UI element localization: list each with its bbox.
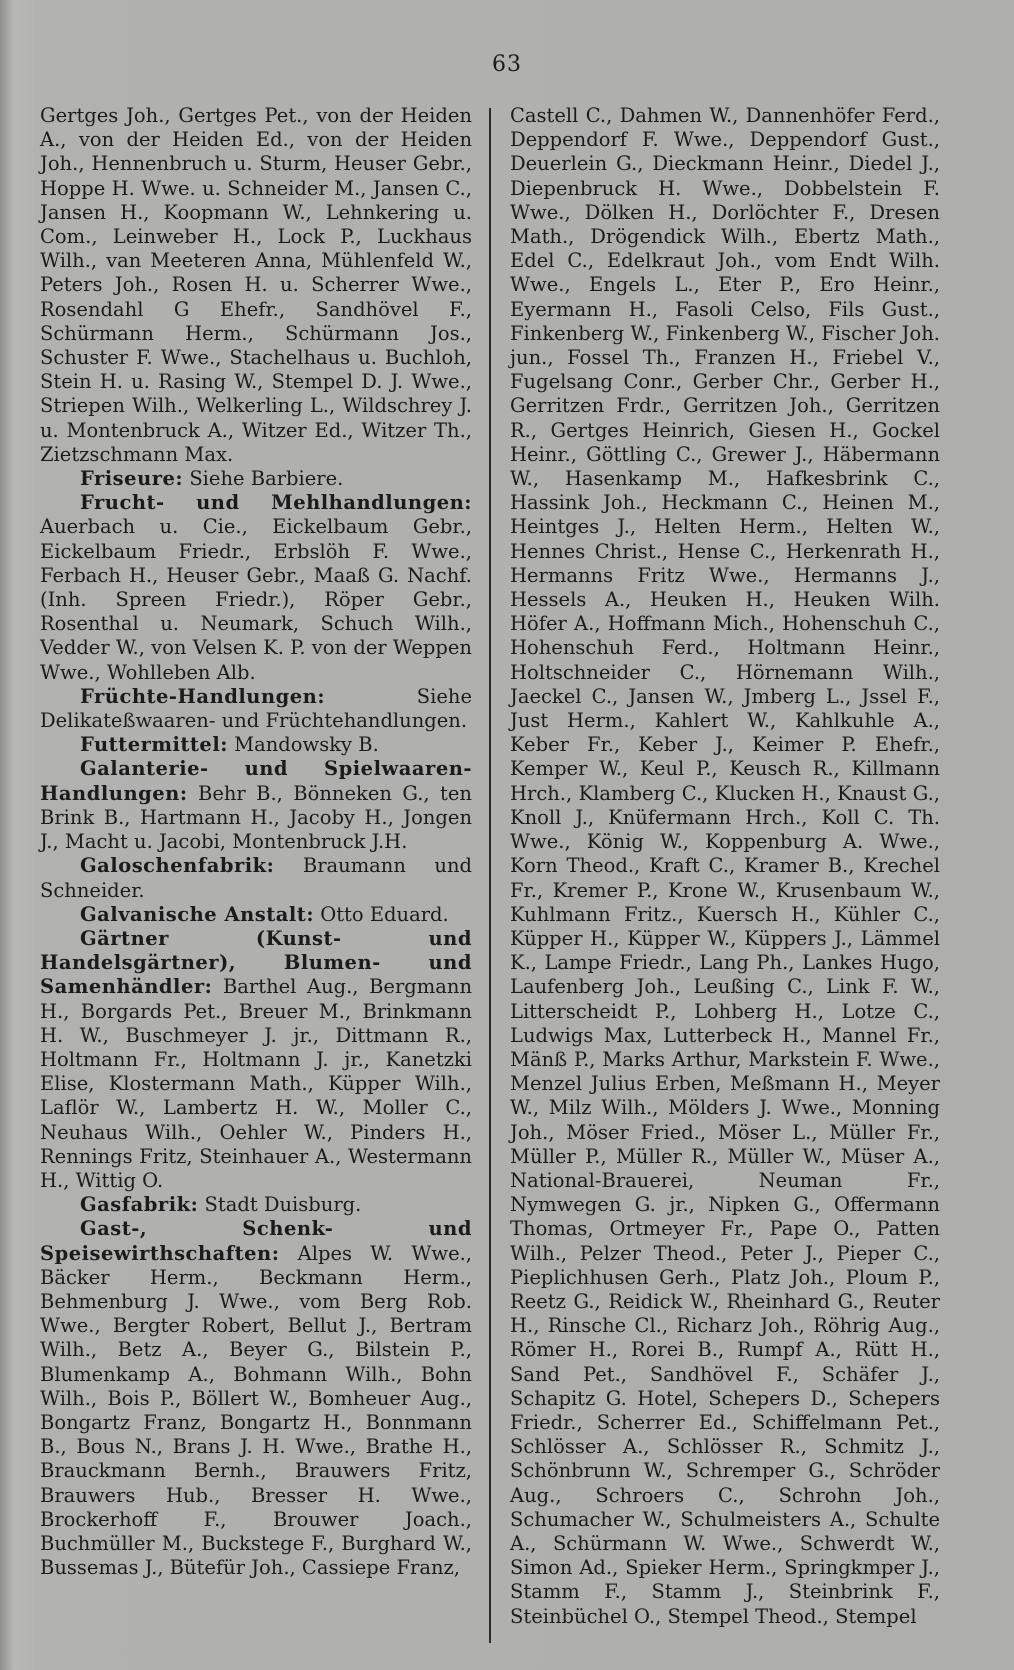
entry-text: Castell C., Dahmen W., Dannenhöfer Ferd., Deppendorf F. Wwe., Deppendorf Gust., Deuerlein G., Dieckmann Heinr., Diedel J., Diepenbruck H. Wwe., Dobbelstein F. Wwe., Dölken H., Dorlöchter F., Dresen Math., Drögendick Wilh., Ebertz Math., Edel C., Edelkraut Joh., vom Endt Wilh. Wwe., Engels L., Eter P., Ero Heinr., Eyermann H., Fasoli Celso, Fils Gust., Finkenberg W., Finkenberg W., Fischer Joh. jun., Fossel Th., Franzen H., Friebel V., Fugelsang Conr., Gerber Chr., Gerber H., Gerritzen Frdr., Gerritzen Joh., Gerritzen R., Gertges Heinrich, Giesen H., Gockel Heinr., Göttling C., Grewer J., Häbermann W., Hasenkamp M., Hafkesbrink C., Hassink Joh., Heckmann C., Heinen M., Heintges J., Helten Herm., Helten W., Hennes Christ., Hense C., Herkenrath H., Hermanns Fritz Wwe., Hermanns J., Hessels A., Heuken H., Heuken Wilh. Höfer A., Hoffmann Mich., Hohenschuh C., Hohenschuh Ferd., Holtmann Heinr., Holtschneider C., Hörnemann Wilh., Jaeckel C., Jansen W., Jmberg L., Jssel F., Just Herm., Kahlert W., Kahlkuhle A., Keber Fr., Keber J., Keimer P. Ehefr., Kemper W., Keul P., Keusch R., Killmann Hrch., Klamberg C., Klucken H., Knaust G., Knoll J., Knüfermann Hrch., Koll C. Th. Wwe., König W., Koppenburg A. Wwe., Korn Theod., Kraft C., Kramer B., Krechel Fr., Kremer P., Krone W., Krusenbaum W., Kuhlmann Fritz., Kuersch H., Kühler C., Küpper H., Küpper W., Küppers J., Lämmel K., Lampe Friedr., Lang Ph., Lankes Hugo, Laufenberg Joh., Leußing C., Link F. W., Litterscheidt P., Lohberg H., Lotze C., Ludwigs Max, Lutterbeck H., Mannel Fr., Mänß P., Marks Arthur, Markstein F. Wwe., Menzel Julius Erben, Meßmann H., Meyer W., Milz Wilh., Mölders J. Wwe., Monning Joh., Möser Fried., Möser L., Müller Fr., Müller P., Müller R., Müller W., Müser A., National-Brauerei, Neuman Fr., Nymwegen G. jr., Nipken G., Offermann Thomas, Ortmeyer Fr., Pape O., Patten Wilh., Pelzer Theod., Peter J., Pieper C., Pieplichhusen Gerh., Platz Joh., Ploum P., Reetz G., Reidick W., Rheinhard G., Reuter H., Rinsche Cl., Richarz Joh., Röhrig Aug., Römer H., Rorei B., Rumpf A., Rütt H., Sand Pet., Sandhövel F., Schäfer J., Schapitz G. Hotel, Schepers D., Schepers Friedr., Scherrer Ed., Schiffelmann Pet., Schlösser A., Schlösser R., Schmitz J., Schönbrunn W., Schremper G., Schröder Aug., Schroers C., Schrohn Joh., Schumacher W., Schulmeisters A., Schulte A., Schürmann W. Wwe., Schwerdt W., Simon Ad., Spieker Herm., Springkmper J., Stamm F., Stamm J., Steinbrink F., Steinbüchel O., Stempel Theod., Stempel bbox=[510, 104, 940, 1628]
entry-text: Behr B., Bönneken G., ten Brink B., Hartmann H., Jacoby H., Jongen J., Macht u. Jacobi, Montenbruck J.H. bbox=[40, 781, 472, 854]
entry-text: Gertges Joh., Gertges Pet., von der Heiden A., von der Heiden Ed., von der Heiden Joh., Hennenbruch u. Sturm, Heuser Gebr., Hoppe H. Wwe. u. Schneider M., Jansen C., Jansen H., Koopmann W., Lehnkering u. Com., Leinweber H., Lock P., Luckhaus Wilh., van Meeteren Anna, Mühlenfeld W., Peters Joh., Rosen H. u. Scherrer Wwe., Rosendahl G Ehefr., Sandhövel F., Schürmann Herm., Schürmann Jos., Schuster F. Wwe., Stachelhaus u. Buchloh, Stein H. u. Rasing W., Stempel D. J. Wwe., Striepen Wilh., Welkerling L., Wildschrey J. u. Montenbruck A., Witzer Ed., Witzer Th., Zietzschmann Max. bbox=[40, 104, 472, 466]
entry-gasfabrik bbox=[40, 1193, 472, 1217]
entry-gaertner bbox=[40, 927, 472, 1193]
right-column bbox=[510, 104, 940, 1629]
entry-fruechte bbox=[40, 685, 472, 733]
entry-text: Braumann und Schneider. bbox=[40, 854, 473, 902]
entry-friseure bbox=[40, 467, 472, 491]
entry-text: Alpes W. Wwe., Bäcker Herm., Beckmann Herm., Behmenburg J. Wwe., vom Berg Rob. Wwe., Bergter Robert, Bellut J., Bertram Wilh., Betz A., Beyer G., Bilstein P., Blumenkamp A., Bohmann Wilh., Bohn Wilh., Bois P., Böllert W., Bomheuer Aug., Bongartz Franz, Bongartz H., Bonnmann B., Bous N., Brans J. H. Wwe., Brathe H., Brauckmann Bernh., Brauwers Fritz, Brauwers Hub., Bresser H. Wwe., Brockerhoff F., Brouwer Joach., Buchmüller M., Buckstege F., Burghard W., Bussemas J., Bütefür Joh., Cassiepe Franz, bbox=[40, 1241, 473, 1580]
entry-continuation-right bbox=[510, 104, 940, 1629]
entry-text: Siehe Delikateßwaaren- und Früchtehandlungen. bbox=[40, 684, 472, 733]
entry-text: Stadt Duisburg. bbox=[204, 1193, 362, 1217]
entry-text: Mandowsky B. bbox=[234, 733, 379, 757]
entry-galvanische bbox=[40, 903, 472, 927]
entry-frucht-mehl bbox=[40, 491, 472, 685]
entry-heading: Futtermittel: bbox=[80, 733, 228, 757]
entry-gastwirthschaften bbox=[40, 1217, 472, 1580]
entry-galoschen bbox=[40, 854, 472, 902]
entry-heading: Friseure: bbox=[80, 467, 184, 491]
page-number: 63 bbox=[492, 52, 522, 77]
entry-heading: Früchte-Handlungen: bbox=[80, 684, 326, 708]
entry-text: Barthel Aug., Bergmann H., Borgards Pet., Breuer M., Brinkmann H. W., Buschmeyer J. jr., Dittmann R., Holtmann Fr., Holtmann J. jr., Kanetzki Elise, Klostermann Math., Küpper Wilh., Laflör W., Lambertz H. W., Moller C., Neuhaus Wilh., Oehler W., Pinders H., Rennings Fritz, Steinhauer A., Westermann H., Wittig O. bbox=[40, 975, 472, 1192]
entry-heading: Gasfabrik: bbox=[80, 1193, 199, 1217]
left-column bbox=[40, 104, 472, 1580]
entry-heading: Galanterie- und Spielwaaren-Handlungen: bbox=[40, 757, 472, 805]
entry-text: Siehe Barbiere. bbox=[189, 467, 344, 491]
entry-heading: Galoschenfabrik: bbox=[80, 854, 275, 878]
entry-continuation bbox=[40, 104, 472, 467]
entry-heading: Galvanische Anstalt: bbox=[80, 902, 315, 926]
entry-heading: Gärtner (Kunst- und Handelsgärtner), Blumen- und Samenhändler: bbox=[40, 926, 472, 999]
entry-heading: Frucht- und Mehlhandlungen: bbox=[80, 491, 472, 515]
entry-futtermittel bbox=[40, 733, 472, 757]
entry-galanterie bbox=[40, 757, 472, 854]
entry-text: Otto Eduard. bbox=[320, 902, 449, 926]
entry-heading: Gast-, Schenk- und Speisewirthschaften: bbox=[40, 1217, 472, 1265]
column-divider bbox=[489, 108, 491, 1643]
entry-text: Auerbach u. Cie., Eickelbaum Gebr., Eickelbaum Friedr., Erbslöh F. Wwe., Ferbach H., Heuser Gebr., Maaß G. Nachf. (Inh. Spreen Friedr.), Röper Gebr., Rosenthal u. Neumark, Schuch Wilh., Vedder W., von Velsen K. P. von der Weppen Wwe., Wohlleben Alb. bbox=[40, 515, 472, 684]
